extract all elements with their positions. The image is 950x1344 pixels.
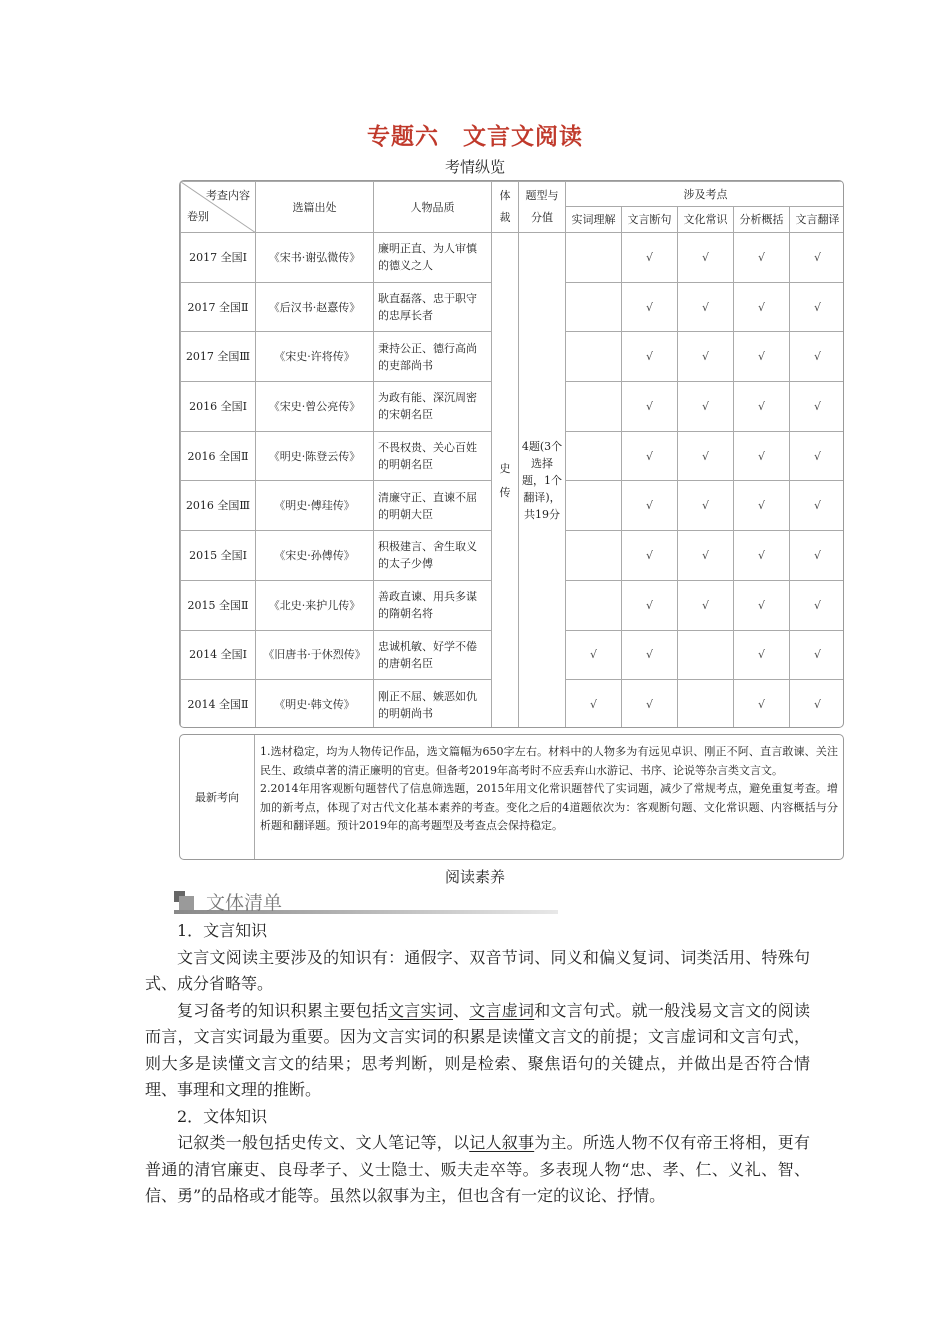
year-cell: 2017 全国Ⅱ	[181, 282, 256, 332]
header-point-1: 文言断句	[622, 207, 678, 233]
header-point-4: 文言翻译	[790, 207, 845, 233]
check-cell	[566, 481, 622, 531]
year-cell: 2016 全国Ⅲ	[181, 481, 256, 531]
trend-paragraph-2: 2.2014年用客观断句题替代了信息筛选题，2015年用文化常识题替代了实词题，减少了常规考点，避免重复考查。增加的新考点，体现了对古代文化基本素养的考查。变化之后的4道题依次为：客观断句题、文化常识题、内容概括与分析题和翻译题。预计2019年的高考题型及考查点会保持稳定。	[260, 782, 838, 832]
latest-trend-box	[179, 734, 844, 860]
quality-cell: 忠诚机敏、好学不倦的唐朝名臣	[374, 630, 492, 680]
genre-char: 传	[499, 485, 511, 499]
check-cell: √	[678, 431, 734, 481]
quality-cell: 廉明正直、为人审慎的德义之人	[374, 233, 492, 283]
quality-cell: 刚正不屈、嫉恶如仇的明朝尚书	[374, 680, 492, 728]
year-cell: 2016 全国Ⅰ	[181, 382, 256, 432]
corner-top-label: 考查内容	[206, 189, 250, 202]
section2-paragraph: 记叙类一般包括史传文、文人笔记等，以记人叙事为主。所选人物不仅有帝王将相，更有普通的清官廉吏、良母孝子、义士隐士、贩夫走卒等。多表现人物“忠、孝、仁、义礼、智、信、勇”的品格或才能等。虽然以叙事为主，但也含有一定的议论、抒情。	[145, 1133, 810, 1205]
year-cell: 2014 全国Ⅰ	[181, 630, 256, 680]
year-cell: 2016 全国Ⅱ	[181, 431, 256, 481]
header-point-2: 文化常识	[678, 207, 734, 233]
underline-term-2: 文言虚词	[469, 1000, 535, 1020]
check-cell: √	[622, 680, 678, 728]
source-cell: 《明史·傅珪传》	[256, 481, 374, 531]
table-row	[181, 233, 845, 283]
trend-paragraph-1: 1.选材稳定，均为人物传记作品，选文篇幅为650字左右。材料中的人物多为有远见卓识、刚正不阿、直言敢谏、关注民生、政绩卓著的清正廉明的官吏。但备考2019年高考时不应丢弃山水游记、书序、论说等杂言类文言文。	[260, 745, 838, 777]
check-cell: √	[790, 332, 845, 382]
latest-trend-text	[260, 743, 838, 836]
check-cell: √	[790, 382, 845, 432]
page-title	[0, 118, 950, 151]
check-cell: √	[790, 481, 845, 531]
check-cell: √	[734, 630, 790, 680]
source-cell: 《北史·来护儿传》	[256, 580, 374, 630]
section1-heading: 1．文言知识	[177, 921, 268, 940]
check-cell: √	[734, 481, 790, 531]
check-cell	[678, 630, 734, 680]
header-source: 选篇出处	[256, 182, 374, 233]
check-cell: √	[790, 431, 845, 481]
year-cell: 2017 全国Ⅲ	[181, 332, 256, 382]
check-cell: √	[734, 431, 790, 481]
check-cell	[566, 431, 622, 481]
check-cell: √	[678, 531, 734, 581]
section1-paragraph2: 复习备考的知识积累主要包括文言实词、文言虚词和文言句式。就一般浅易文言文的阅读而言，文言实词最为重要。因为文言实词的积累是读懂文言文的前提；文言虚词和文言句式，则大多是读懂文言文的结果；思考判断，则是检索、聚焦语句的关键点，并做出是否符合情理、事理和文理的推断。	[145, 1000, 810, 1099]
header-quality: 人物品质	[374, 182, 492, 233]
check-cell: √	[678, 233, 734, 283]
check-cell	[566, 531, 622, 581]
year-cell: 2015 全国Ⅱ	[181, 580, 256, 630]
check-cell: √	[734, 580, 790, 630]
table-caption: 考情纵览	[444, 158, 505, 176]
check-cell	[678, 680, 734, 728]
source-cell: 《宋史·曾公亮传》	[256, 382, 374, 432]
check-cell: √	[790, 282, 845, 332]
check-cell	[566, 332, 622, 382]
check-cell: √	[678, 481, 734, 531]
check-cell: √	[734, 332, 790, 382]
check-cell: √	[622, 332, 678, 382]
check-cell: √	[734, 282, 790, 332]
source-cell: 《旧唐书·于休烈传》	[256, 630, 374, 680]
corner-header	[181, 182, 256, 233]
qtype-cell: 4题(3个选择题，1个翻译)，共19分	[519, 233, 566, 729]
source-cell: 《宋书·谢弘微传》	[256, 233, 374, 283]
quality-cell: 不畏权贵、关心百姓的明朝名臣	[374, 431, 492, 481]
year-cell: 2017 全国Ⅰ	[181, 233, 256, 283]
check-cell: √	[678, 580, 734, 630]
check-cell: √	[678, 332, 734, 382]
check-cell	[566, 282, 622, 332]
check-cell: √	[790, 531, 845, 581]
underline-term-3: 记人叙事	[469, 1133, 535, 1152]
source-cell: 《宋史·孙傅传》	[256, 531, 374, 581]
corner-bottom-label: 卷别	[187, 210, 209, 223]
latest-trend-label: 最新考向	[180, 735, 255, 859]
header-points: 涉及考点	[566, 182, 845, 207]
check-cell: √	[622, 630, 678, 680]
reading-title: 阅读素养	[444, 868, 505, 886]
check-cell	[566, 580, 622, 630]
check-cell: √	[734, 233, 790, 283]
quality-cell: 耿直磊落、忠于职守的忠厚长者	[374, 282, 492, 332]
source-cell: 《宋史·许将传》	[256, 332, 374, 382]
section1-paragraph1: 文言文阅读主要涉及的知识有：通假字、双音节词、同义和偏义复词、词类活用、特殊句式、成分省略等。	[145, 947, 810, 993]
check-cell: √	[790, 233, 845, 283]
check-cell	[566, 382, 622, 432]
section-header	[174, 888, 558, 914]
check-cell: √	[678, 382, 734, 432]
exam-overview-table	[179, 180, 844, 728]
genre-cell	[492, 233, 519, 729]
quality-cell: 善政直谏、用兵多谋的隋朝名将	[374, 580, 492, 630]
quality-cell: 清廉守正、直谏不屈的明朝大臣	[374, 481, 492, 531]
title-part2: 文言文阅读	[463, 124, 583, 150]
genre-char: 史	[499, 461, 511, 475]
header-point-0: 实词理解	[566, 207, 622, 233]
header-genre: 体裁	[492, 182, 519, 233]
check-cell: √	[622, 580, 678, 630]
check-cell: √	[622, 431, 678, 481]
quality-cell: 秉持公正、德行高尚的吏部尚书	[374, 332, 492, 382]
year-cell: 2014 全国Ⅱ	[181, 680, 256, 728]
section2-heading: 2．文体知识	[177, 1106, 268, 1126]
header-point-3: 分析概括	[734, 207, 790, 233]
check-cell: √	[678, 282, 734, 332]
source-cell: 《后汉书·赵憙传》	[256, 282, 374, 332]
source-cell: 《明史·韩文传》	[256, 680, 374, 728]
source-cell: 《明史·陈登云传》	[256, 431, 374, 481]
section-label: 文体清单	[206, 892, 283, 914]
section1	[145, 918, 810, 1210]
quality-cell: 积极建言、舍生取义的太子少傅	[374, 531, 492, 581]
year-cell: 2015 全国Ⅰ	[181, 531, 256, 581]
title-part1: 专题六	[367, 124, 439, 150]
check-cell: √	[622, 531, 678, 581]
check-cell: √	[622, 382, 678, 432]
check-cell: √	[622, 481, 678, 531]
check-cell: √	[734, 382, 790, 432]
check-cell: √	[790, 580, 845, 630]
quality-cell: 为政有能、深沉周密的宋朝名臣	[374, 382, 492, 432]
check-cell: √	[734, 680, 790, 728]
check-cell: √	[566, 680, 622, 728]
check-cell: √	[566, 630, 622, 680]
check-cell: √	[790, 630, 845, 680]
check-cell: √	[734, 531, 790, 581]
underline-term-1: 文言实词	[388, 1000, 454, 1020]
check-cell	[566, 233, 622, 283]
check-cell: √	[622, 233, 678, 283]
check-cell: √	[622, 282, 678, 332]
check-cell: √	[790, 680, 845, 728]
header-qtype: 题型与分值	[519, 182, 566, 233]
